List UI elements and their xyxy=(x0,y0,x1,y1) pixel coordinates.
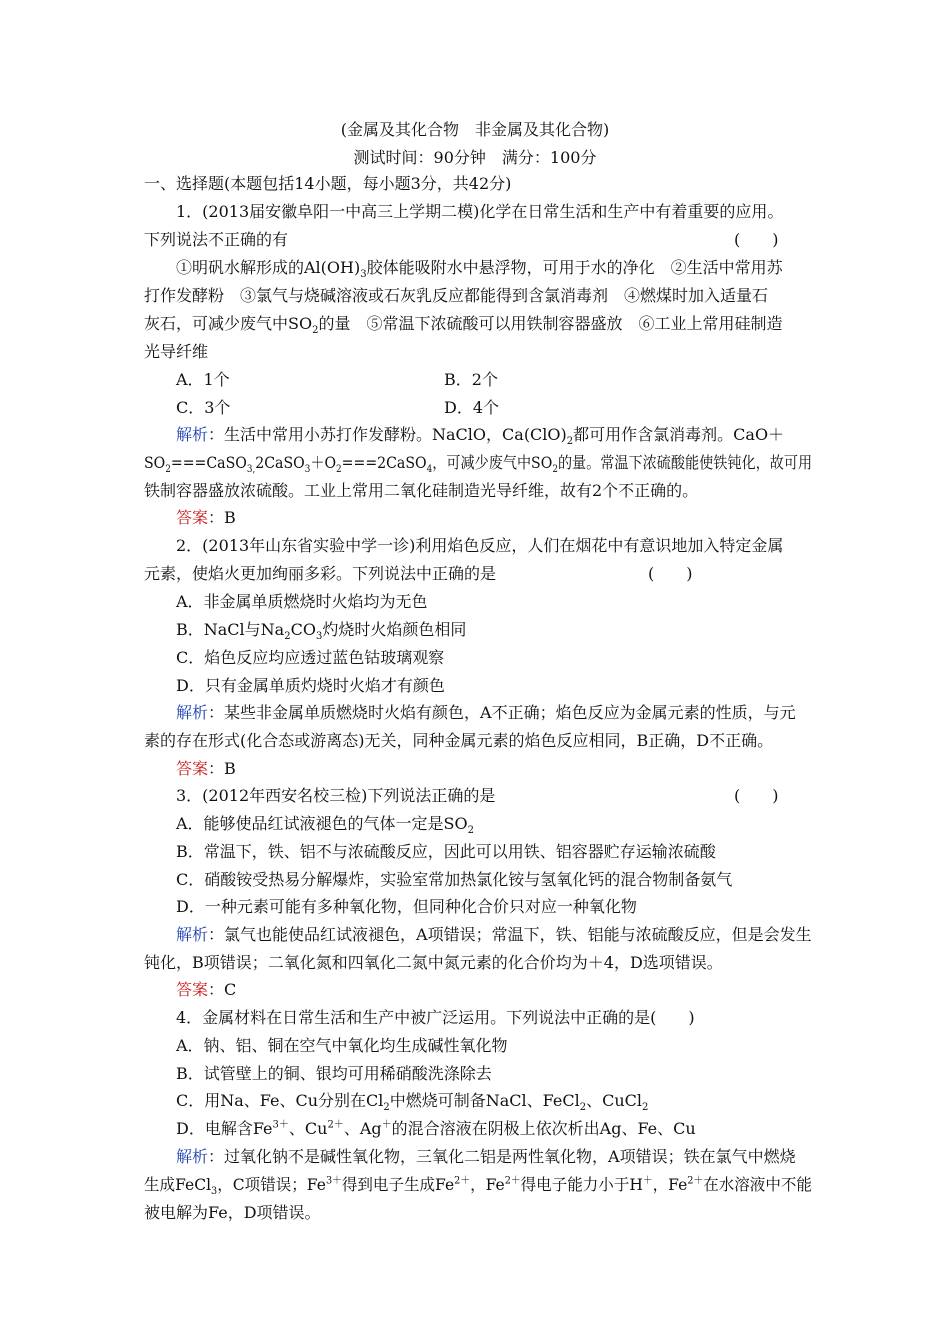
q1-stem-line2 xyxy=(144,226,779,254)
q2-answer-paren: ( ) xyxy=(648,564,693,583)
subscript: 2 xyxy=(284,631,291,643)
text: 灼烧时火焰颜色相同 xyxy=(322,620,467,639)
q4-stem: 4．金属材料在日常生活和生产中被广泛运用。下列说法中正确的是( ) xyxy=(176,1008,695,1027)
answer-value: ：C xyxy=(208,980,237,999)
text: 、Ag xyxy=(343,1119,382,1138)
text: ：某些非金属单质燃烧时火焰有颜色，A不正确；焰色反应为金属元素的性质，与元 xyxy=(208,703,796,722)
answer-label: 答案 xyxy=(176,759,209,778)
q1-statement-line1 xyxy=(176,254,783,282)
q1-explanation-line2 xyxy=(144,449,812,477)
text: 中燃烧可制备NaCl、FeCl xyxy=(389,1091,580,1110)
superscript: 3＋ xyxy=(272,1119,289,1131)
text: ①明矾水解形成的Al(OH) xyxy=(176,258,361,277)
explanation-label: 解析 xyxy=(176,703,209,722)
superscript: 2＋ xyxy=(327,1119,344,1131)
subscript: 2 xyxy=(165,464,171,476)
text: ，Fe xyxy=(470,1175,505,1194)
q2-stem-line2 xyxy=(144,560,693,588)
subscript: 3, xyxy=(246,464,256,476)
answer-label: 答案 xyxy=(176,508,209,527)
q1-answer xyxy=(176,504,236,532)
q2-option-a: A．非金属单质燃烧时火焰均为无色 xyxy=(176,592,428,611)
text: 得到电子生成Fe xyxy=(341,1175,455,1194)
q3-stem xyxy=(176,782,779,810)
subscript: 2 xyxy=(642,1102,649,1114)
subscript: 2 xyxy=(566,436,574,448)
superscript: 2＋ xyxy=(687,1175,704,1187)
text: ：过氧化钠不是碱性氧化物，三氧化二铝是两性氧化物，A项错误；铁在氯气中燃烧 xyxy=(208,1147,796,1166)
q1-stem-text: 下列说法不正确的有 xyxy=(144,230,289,249)
text: 、CuCl xyxy=(586,1091,643,1110)
text: 的混合溶液在阴极上依次析出Ag、Fe、Cu xyxy=(391,1119,696,1138)
text: 的量 ⑤常温下浓硫酸可以用铁制容器盛放 ⑥工业上常用硅制造 xyxy=(318,314,783,333)
text: A．能够使品红试液褪色的气体一定是SO xyxy=(176,814,468,833)
text: ：生活中常用小苏打作发酵粉。NaClO，Ca(ClO) xyxy=(208,425,567,444)
subscript: 2 xyxy=(383,1102,390,1114)
answer-value: ：B xyxy=(208,508,236,527)
text: 灰石，可减少废气中SO xyxy=(144,314,313,333)
q1-option-a: A．1个 xyxy=(176,370,230,389)
q4-option-b: B．试管壁上的铜、银均可用稀硝酸洗涤除去 xyxy=(176,1064,492,1083)
subscript: 2 xyxy=(579,1102,587,1114)
text: 、Cu xyxy=(288,1119,328,1138)
q1-statement-line2: 打作发酵粉 ③氯气与烧碱溶液或石灰乳反应都能得到含氯消毒剂 ④燃煤时加入适量石 xyxy=(144,286,769,305)
text: ，C项错误；Fe xyxy=(217,1175,326,1194)
subscript: 3 xyxy=(315,631,323,643)
q1-options-row1 xyxy=(176,366,498,394)
q2-stem-line1: 2．(2013年山东省实验中学一诊)利用焰色反应，人们在烟花中有意识地加入特定金属 xyxy=(176,536,784,555)
q1-statement-line4: 光导纤维 xyxy=(144,342,209,361)
subscript: 3 xyxy=(211,1186,218,1198)
q2-stem-text: 元素，使焰火更加绚丽多彩。下列说法中正确的是 xyxy=(144,564,497,583)
q3-answer-paren: ( ) xyxy=(734,786,779,805)
text: 都可用作含氯消毒剂。CaO＋ xyxy=(573,425,785,444)
superscript: ＋ xyxy=(642,1175,653,1187)
answer-value: ：B xyxy=(208,759,236,778)
q1-option-c: C．3个 xyxy=(176,398,231,417)
text: CO xyxy=(290,620,316,639)
q3-explanation-line1 xyxy=(176,921,812,949)
q3-explanation-line2: 钝化，B项错误；二氧化氮和四氧化二氮中氮元素的化合价均为＋4，D选项错误。 xyxy=(144,953,723,972)
q3-option-a xyxy=(176,810,474,838)
q4-option-c xyxy=(176,1087,648,1115)
subscript: 3 xyxy=(360,269,367,281)
q1-explanation-line1 xyxy=(176,421,784,449)
answer-label: 答案 xyxy=(176,980,209,999)
subscript: 4 xyxy=(426,464,433,476)
subscript: 2 xyxy=(467,825,475,837)
test-info: 测试时间：90分钟 满分：100分 xyxy=(353,148,597,167)
q2-explanation-line2: 素的存在形式(化合态或游离态)无关，同种金属元素的焰色反应相同，B正确，D不正确。 xyxy=(144,731,774,750)
text: 得电子能力小于H xyxy=(520,1175,643,1194)
subscript: 2 xyxy=(312,325,319,337)
q1-stem-line1: 1．(2013届安徽阜阳一中高三上学期二模)化学在日常生活和生产中有着重要的应用。 xyxy=(176,202,784,221)
superscript: ＋ xyxy=(381,1119,392,1131)
q1-explanation-line3: 铁制容器盛放浓硫酸。工业上常用二氧化硅制造光导纤维，故有2个不正确的。 xyxy=(144,481,699,500)
subscript: 2 xyxy=(336,464,342,476)
q4-explanation-line3: 被电解为Fe，D项错误。 xyxy=(144,1203,321,1222)
text: 在水溶液中不能 xyxy=(703,1175,812,1194)
q3-option-d: D．一种元素可能有多种氧化物，但同种化合价只对应一种氧化物 xyxy=(176,897,637,916)
text: ，可减少废气中SO xyxy=(432,453,553,472)
q2-option-d: D．只有金属单质灼烧时火焰才有颜色 xyxy=(176,676,445,695)
text: ，Fe xyxy=(652,1175,688,1194)
doc-title: (金属及其化合物 非金属及其化合物) xyxy=(340,120,610,139)
q3-stem-text: 3．(2012年西安名校三检)下列说法正确的是 xyxy=(176,786,496,805)
explanation-label: 解析 xyxy=(176,925,209,944)
text: SO xyxy=(144,453,166,472)
q3-option-c: C．硝酸铵受热易分解爆炸，实验室常加热氯化铵与氢氧化钙的混合物制备氨气 xyxy=(176,870,733,889)
q1-statement-line3 xyxy=(144,310,782,338)
q2-explanation-line1 xyxy=(176,699,796,727)
text: 胶体能吸附水中悬浮物，可用于水的净化 ②生活中常用苏 xyxy=(366,258,783,277)
q1-option-d: D．4个 xyxy=(444,398,500,417)
text: B．NaCl与Na xyxy=(176,620,285,639)
superscript: 3＋ xyxy=(325,1175,342,1187)
q2-option-c: C．焰色反应均应透过蓝色钴玻璃观察 xyxy=(176,648,445,667)
text: ：氯气也能使品红试液褪色，A项错误；常温下，铁、铝能与浓硫酸反应，但是会发生 xyxy=(208,925,812,944)
q4-option-d xyxy=(176,1115,696,1143)
subscript: 2 xyxy=(552,464,558,476)
text: 2CaSO xyxy=(255,453,305,472)
text: ===2CaSO xyxy=(341,453,427,472)
q4-option-a: A．钠、铝、铜在空气中氧化均生成碱性氧化物 xyxy=(176,1036,508,1055)
q2-option-b xyxy=(176,616,466,644)
q1-answer-paren: ( ) xyxy=(734,230,779,249)
q1-options-row2 xyxy=(176,394,500,422)
q4-explanation-line1 xyxy=(176,1143,796,1171)
q3-option-b: B．常温下，铁、铝不与浓硫酸反应，因此可以用铁、铝容器贮存运输浓硫酸 xyxy=(176,842,716,861)
text: D．电解含Fe xyxy=(176,1119,273,1138)
text: 生成FeCl xyxy=(144,1175,212,1194)
explanation-label: 解析 xyxy=(176,425,209,444)
q1-option-b: B．2个 xyxy=(444,370,498,389)
q2-answer xyxy=(176,755,236,783)
text: ＋O xyxy=(310,453,337,472)
q4-explanation-line2 xyxy=(144,1171,812,1199)
subscript: 3 xyxy=(304,464,311,476)
section-heading: 一、选择题(本题包括14小题，每小题3分，共42分) xyxy=(144,174,512,193)
superscript: 2＋ xyxy=(504,1175,521,1187)
text: 的量。常温下浓硫酸能使铁钝化，故可用 xyxy=(557,453,813,472)
text: ===CaSO xyxy=(170,453,247,472)
q3-answer xyxy=(176,976,236,1004)
superscript: 2＋ xyxy=(454,1175,471,1187)
text: C．用Na、Fe、Cu分别在Cl xyxy=(176,1091,384,1110)
explanation-label: 解析 xyxy=(176,1147,209,1166)
